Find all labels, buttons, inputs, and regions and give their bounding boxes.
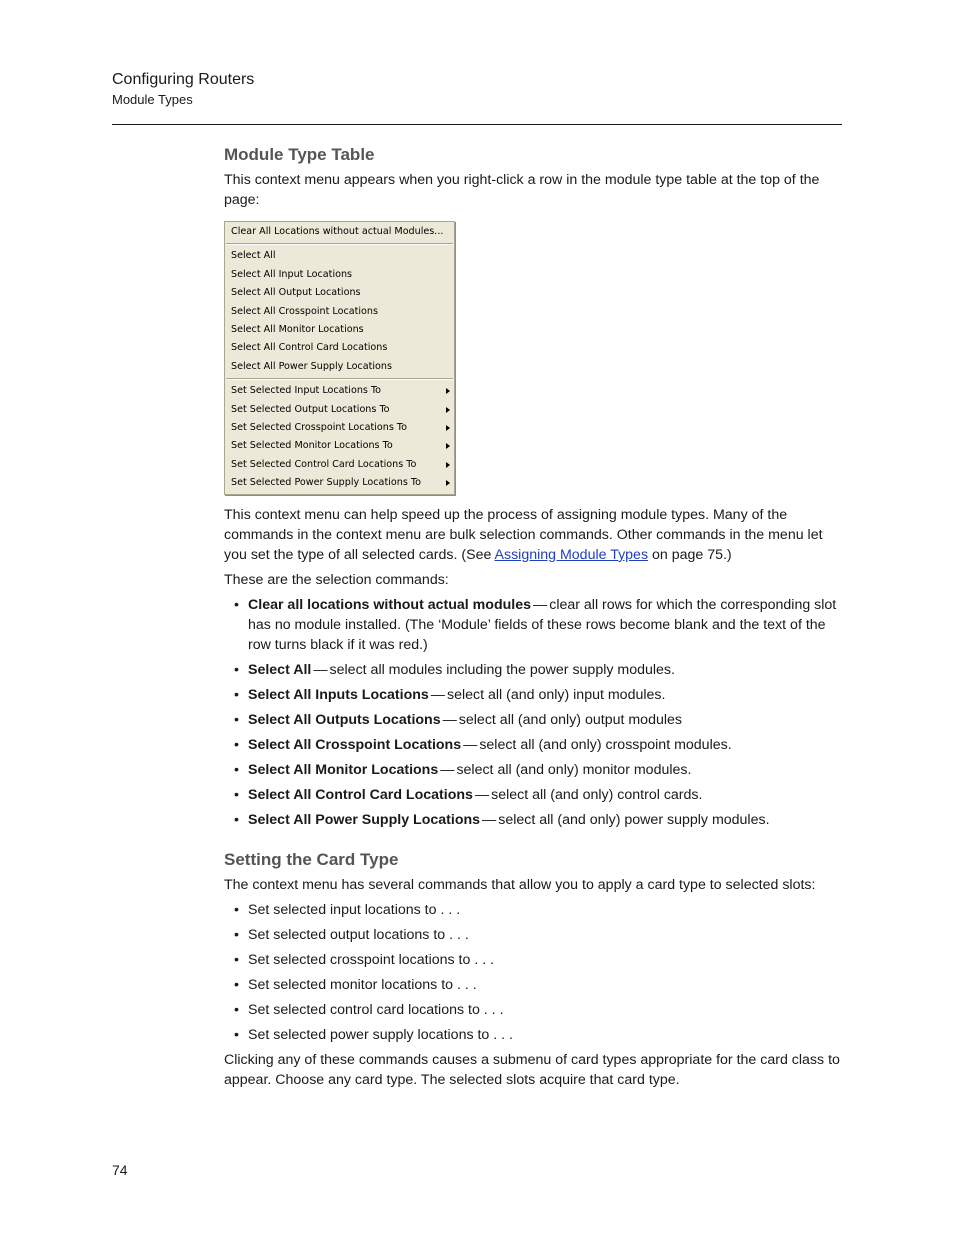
menu-separator	[226, 243, 453, 245]
menu-item-select-control-card[interactable]: Select All Control Card Locations	[231, 342, 388, 354]
command-term: Select All Inputs Locations	[248, 686, 429, 703]
list-item	[224, 785, 842, 805]
menu-item-label: Set Selected Power Supply Locations To	[231, 477, 421, 489]
command-desc: clear all rows for which the corresponding slot has no module installed. (The ‘Module’ fields of these rows become blank and the text of the row turns black if it was red.)	[248, 596, 837, 653]
header-rule	[112, 124, 842, 125]
menu-item-label: Set Selected Monitor Locations To	[231, 440, 393, 452]
menu-item-select-monitor[interactable]: Select All Monitor Locations	[231, 324, 364, 336]
em-dash: —	[430, 686, 445, 703]
submenu-arrow-icon	[446, 462, 450, 468]
paragraph-text: This context menu can help speed up the process of assigning module types. Many of the commands in the context menu are bulk selection commands. Other commands in the menu let you set the type of all selected cards. (See	[224, 506, 823, 563]
section-spacer	[224, 835, 842, 849]
command-term: Select All Outputs Locations	[248, 711, 441, 728]
section-title: Module Types	[112, 92, 193, 107]
menu-item-set-input[interactable]	[225, 382, 454, 400]
command-term: Clear all locations without actual modules	[248, 596, 532, 613]
section-heading-module-type-table: Module Type Table	[224, 145, 375, 164]
command-term: Select All Monitor Locations	[248, 761, 439, 778]
menu-item-set-monitor[interactable]	[225, 437, 454, 455]
em-dash: —	[463, 736, 478, 753]
command-term: Select All Control Card Locations	[248, 786, 473, 803]
em-dash: —	[442, 711, 457, 728]
menu-item-select-crosspoint[interactable]: Select All Crosspoint Locations	[231, 305, 378, 317]
menu-group-set	[225, 381, 454, 493]
section-heading-setting-card-type: Setting the Card Type	[224, 849, 399, 869]
context-menu-screenshot	[224, 221, 455, 495]
paragraph-text: on page 75.)	[648, 546, 732, 563]
menu-item-select-input[interactable]: Select All Input Locations	[231, 268, 353, 280]
list-item	[224, 735, 842, 755]
command-term: Select All	[248, 661, 312, 678]
selection-commands-list	[224, 595, 842, 830]
page-number: 74	[112, 1162, 128, 1178]
list-item: • Set selected power supply locations to . . .	[224, 1025, 842, 1045]
command-term: Select All Power Supply Locations	[248, 811, 481, 828]
submenu-arrow-icon	[446, 480, 450, 486]
em-dash: —	[482, 811, 497, 828]
intro-paragraph: This context menu appears when you right-click a row in the module type table at the top of the page:	[224, 172, 820, 208]
chapter-title: Configuring Routers	[112, 71, 255, 88]
command-term: Select All Crosspoint Locations	[248, 736, 462, 753]
set-commands-list	[224, 900, 842, 1045]
menu-item-label: Set Selected Input Locations To	[231, 385, 382, 397]
list-item: • Set selected control card locations to . . .	[224, 1000, 842, 1020]
menu-item-select-power-supply[interactable]: Select All Power Supply Locations	[231, 360, 392, 372]
command-desc: select all (and only) input modules.	[446, 686, 666, 703]
list-item: • Set selected input locations to . . .	[224, 900, 842, 920]
menu-separator	[226, 378, 453, 380]
assigning-module-types-link[interactable]: Assigning Module Types	[494, 546, 649, 563]
em-dash: —	[313, 661, 328, 678]
closing-paragraph: Clicking any of these commands causes a submenu of card types appropriate for the card class to appear. Choose any card type. The selected slots acquire that card type.	[224, 1051, 840, 1088]
card-type-intro: The context menu has several commands that allow you to apply a card type to selected slots:	[224, 876, 816, 893]
speed-up-paragraph	[224, 505, 842, 565]
em-dash: —	[533, 596, 548, 613]
menu-item-select-output[interactable]: Select All Output Locations	[231, 287, 361, 299]
em-dash: —	[440, 761, 455, 778]
submenu-arrow-icon	[446, 407, 450, 413]
menu-item-set-output[interactable]	[225, 401, 454, 419]
menu-item-select-all[interactable]: Select All	[231, 250, 276, 262]
list-item	[224, 710, 842, 730]
command-desc: select all (and only) crosspoint modules.	[479, 736, 732, 753]
submenu-arrow-icon	[446, 425, 450, 431]
menu-group-clear	[225, 222, 454, 242]
menu-item-clear-locations[interactable]: Clear All Locations without actual Modules...	[231, 226, 444, 237]
list-item: • Set selected output locations to . . .	[224, 925, 842, 945]
submenu-arrow-icon	[446, 443, 450, 449]
menu-item-set-power-supply[interactable]	[225, 474, 454, 492]
main-content	[224, 144, 842, 1095]
submenu-arrow-icon	[446, 388, 450, 394]
list-item: • Set selected monitor locations to . . .	[224, 975, 842, 995]
list-item	[224, 685, 842, 705]
menu-group-select	[225, 246, 454, 377]
list-item	[224, 760, 842, 780]
list-item	[224, 660, 842, 680]
command-desc: select all (and only) monitor modules.	[456, 761, 692, 778]
running-head	[112, 70, 254, 108]
command-desc: select all modules including the power supply modules.	[329, 661, 675, 678]
menu-item-set-crosspoint[interactable]	[225, 419, 454, 437]
command-desc: select all (and only) control cards.	[491, 786, 703, 803]
em-dash: —	[474, 786, 490, 803]
list-item: • Set selected crosspoint locations to . . .	[224, 950, 842, 970]
menu-item-set-control-card[interactable]	[225, 456, 454, 474]
command-desc: select all (and only) output modules	[458, 711, 682, 728]
command-desc: select all (and only) power supply modules.	[498, 811, 770, 828]
menu-item-label: Set Selected Crosspoint Locations To	[231, 422, 407, 434]
list-item	[224, 595, 842, 655]
menu-item-label: Set Selected Output Locations To	[231, 403, 390, 415]
selection-commands-intro: These are the selection commands:	[224, 571, 449, 588]
menu-item-label: Set Selected Control Card Locations To	[231, 458, 417, 470]
list-item	[224, 810, 842, 830]
